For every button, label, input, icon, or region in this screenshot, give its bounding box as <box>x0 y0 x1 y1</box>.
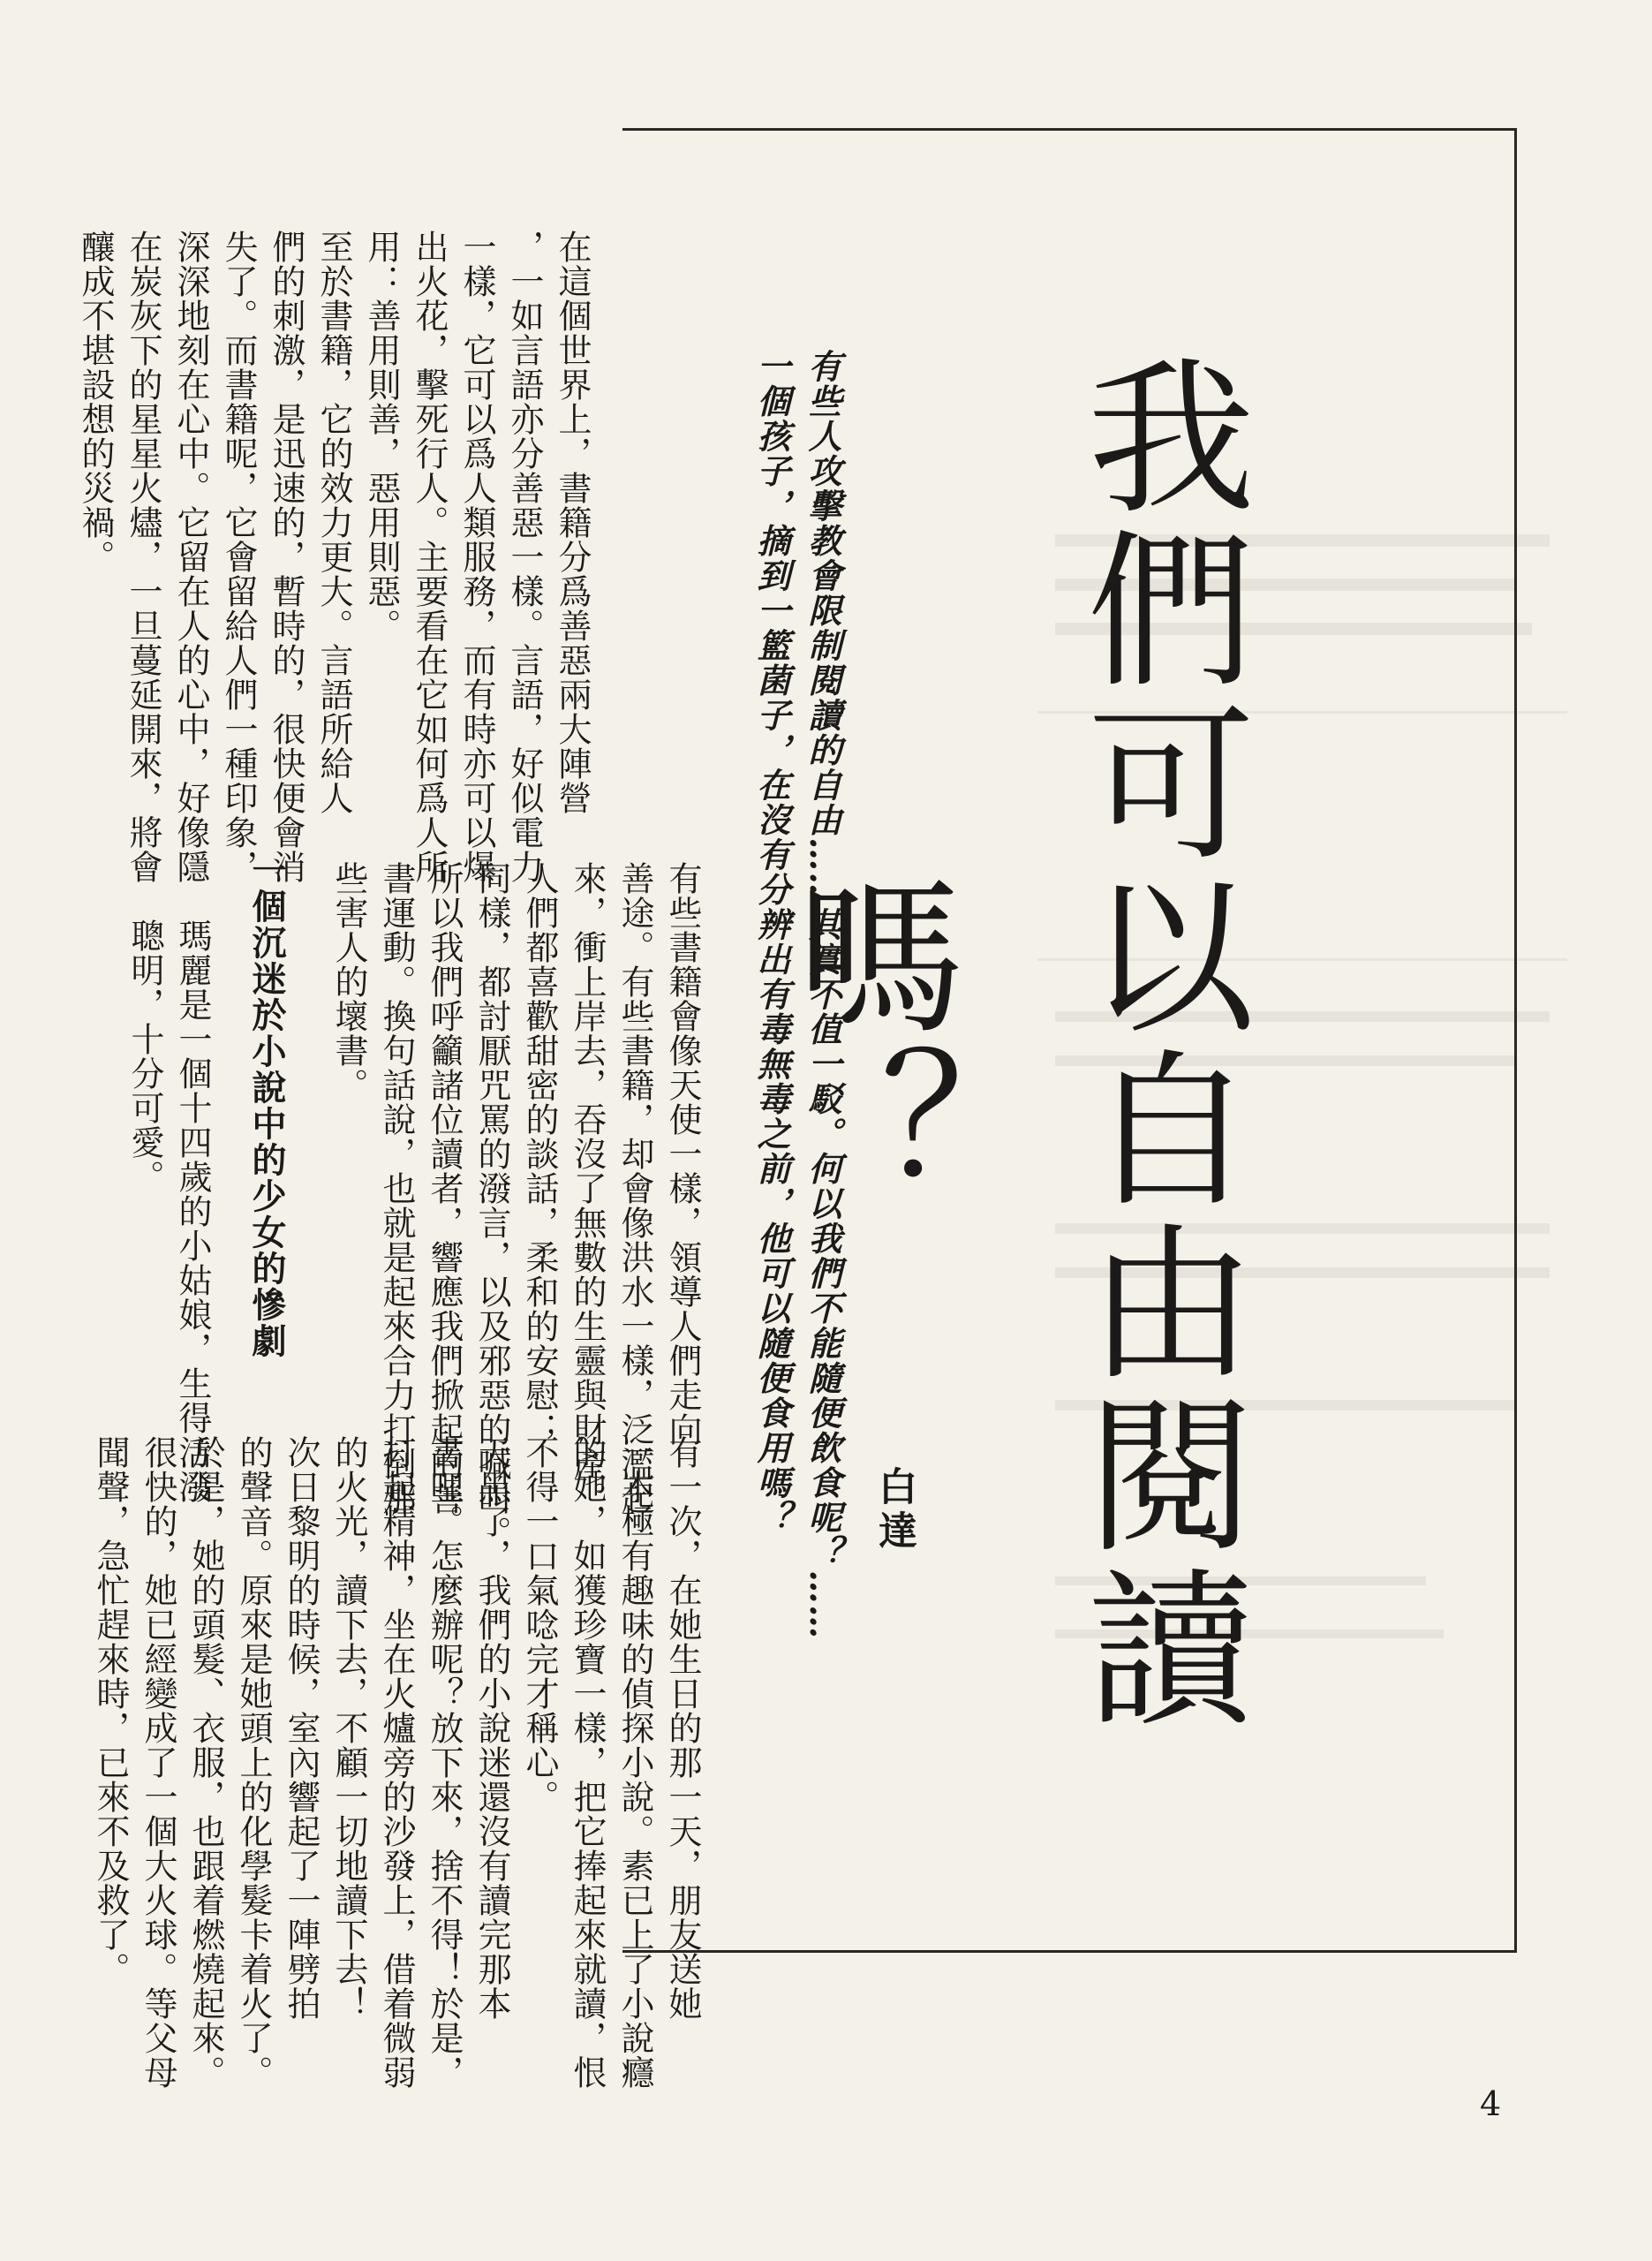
section-heading: 一個沉迷於小說中的少女的慘劇 <box>246 852 287 1359</box>
body-upper-right: 有些書籍會像天使一樣，領導人們走向 善途。有些書籍，却會像洪水一樣，泛濫起 來，衝上岸去，吞沒了無數的生靈與財產。 人們都喜歡甜密的談話，柔和的安慰； 同樣，都討厭咒罵的潑言，以及邪惡的喊叫。 所以我們呼籲諸位讀者，響應我們掀起的善 書運動。換句話說，也就是起來合力打倒那 些害人的壞書。 <box>329 861 702 1550</box>
body-lower-right: 有一次，在她生日的那一天，朋友送她 一本極有趣味的偵探小說。素已上了小說癮 的她，如獲珍寶一樣，把它捧起來就讀，恨 不得一口氣唸完才稱心。 天黑了，我們的小說迷還沒有讀完那本 書哩。怎麼辦呢？放下來，捨不得！於是， 打起精神，坐在火爐旁的沙發上，借着微弱 的火光，讀下去，不顧一切地讀下去！ 次日黎明的時候，室內響起了一陣劈拍 的聲音。原來是她頭上的化學髮卡着火了。 於是，她的頭髮、衣服，也跟着燃燒起來。 很快的，她已經變成了一個大火球。等父母 聞聲，急忙趕來時，已來不及救了。 <box>91 1435 702 2090</box>
intro-quote: 有些人攻擊教會限制閱讀的自由……其實不值一駁。何以我們不能隨便飲食呢？…… 一個孩子，摘到一籃菌子，在沒有分辨出有毒無毒之前，他可以隨便食用嗎？ <box>751 349 842 1640</box>
author-name: 白達 <box>871 1466 917 1554</box>
body-left-upper: 在這個世界上，書籍分爲善惡兩大陣營 ，一如言語亦分善惡一樣。言語，好似電力 一樣，它可以爲人類服務，而有時亦可以爆 出火花，擊死行人。主要看在它如何爲人所 用：善用則善，惡用則惡。 至於書籍，它的效力更大。言語所給人 們的刺激，是迅速的，暫時的，很快便會消 失了。而書籍呢，它會留給人們一種印象， 深深地刻在心中。它留在人的心中，好像隱 在炭灰下的星星火燼，一旦蔓延開來，將會 釀成不堪設想的災禍。 <box>76 230 592 884</box>
body-left-lower: 瑪麗是一個十四歲的小姑娘，生得活潑 聰明，十分可愛。 <box>125 919 212 1504</box>
article-title: 我們可以自由閱讀嗎？ <box>768 350 1255 1735</box>
page-number: 4 <box>1480 2084 1502 2123</box>
